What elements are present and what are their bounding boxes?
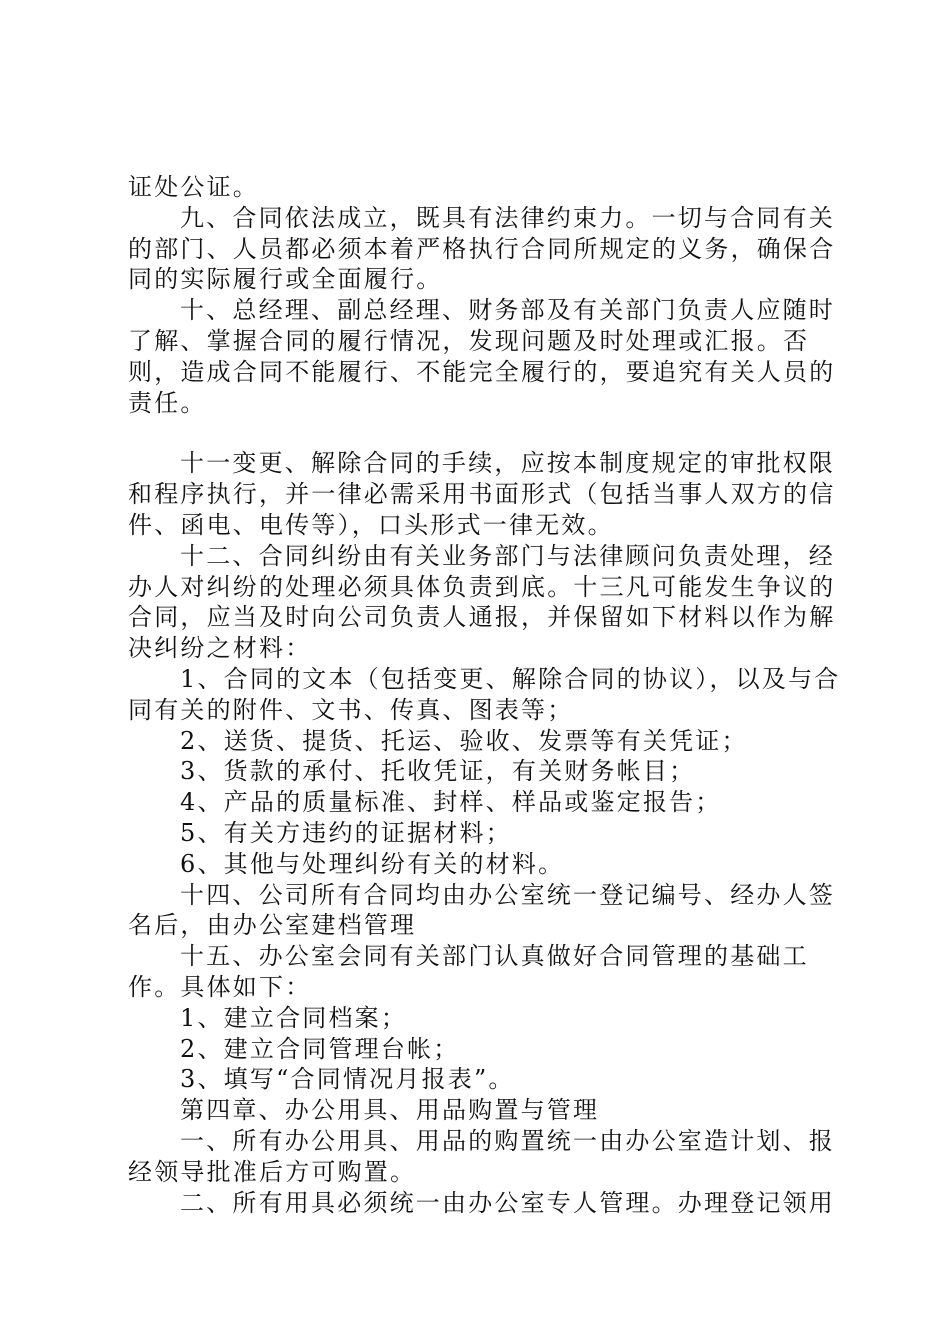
list-item-materials-6: 6、其他与处理纠纷有关的材料。 (180, 849, 565, 878)
list-item-basic-work-1: 1、建立合同档案； (180, 1003, 408, 1032)
list-item-materials-1: 1、合同的文本（包括变更、解除合同的协议），以及与合同有关的附件、文书、传真、图表等； (128, 664, 841, 724)
paragraph-gap (128, 418, 850, 448)
paragraph-continuation: 证处公证。 (128, 173, 259, 201)
paragraph-article-11: 十一变更、解除合同的手续，应按本制度规定的审批权限和程序执行，并一律必需采用书面形式（包括当事人双方的信件、函电、电传等），口头形式一律无效。 (128, 449, 836, 539)
paragraph-article-15: 十五、办公室会同有关部门认真做好合同管理的基础工作。具体如下： (128, 942, 809, 1001)
list-item-materials-2: 2、送货、提货、托运、验收、发票等有关凭证； (180, 726, 748, 755)
document-body (128, 172, 850, 1218)
paragraph-article-10: 十、总经理、副总经理、财务部及有关部门负责人应随时了解、掌握合同的履行情况，发现问题及时处理或汇报。否则，造成合同不能履行、不能完全履行的，要追究有关人员的责任。 (128, 296, 836, 417)
list-item-materials-3: 3、货款的承付、托收凭证，有关财务帐目； (180, 757, 696, 786)
paragraph-article-9: 九、合同依法成立，既具有法律约束力。一切与合同有关的部门、人员都必须本着严格执行合同所规定的义务，确保合同的实际履行或全面履行。 (128, 203, 836, 294)
list-item-materials-5: 5、有关方违约的证据材料； (180, 818, 512, 847)
paragraph-article-12: 十二、合同纠纷由有关业务部门与法律顾问负责处理，经办人对纠纷的处理必须具体负责到底。十三凡可能发生争议的合同，应当及时向公司负责人通报，并保留如下材料以作为解决纠纷之材料： (128, 541, 836, 663)
list-item-basic-work-2: 2、建立合同管理台帐； (180, 1034, 460, 1063)
list-item-basic-work-3: 3、填写“合同情况月报表”。 (180, 1065, 515, 1094)
paragraph-office-supplies-1: 一、所有办公用具、用品的购置统一由办公室造计划、报经领导批准后方可购置。 (128, 1126, 835, 1186)
paragraph-article-14: 十四、公司所有合同均由办公室统一登记编号、经办人签名后，由办公室建档管理 (128, 880, 835, 940)
chapter-heading-4: 第四章、办公用具、用品购置与管理 (180, 1096, 600, 1125)
paragraph-office-supplies-2: 二、所有用具必须统一由办公室专人管理。办理登记领用 (180, 1188, 835, 1217)
list-item-materials-4: 4、产品的质量标准、封样、样品或鉴定报告； (180, 788, 722, 817)
